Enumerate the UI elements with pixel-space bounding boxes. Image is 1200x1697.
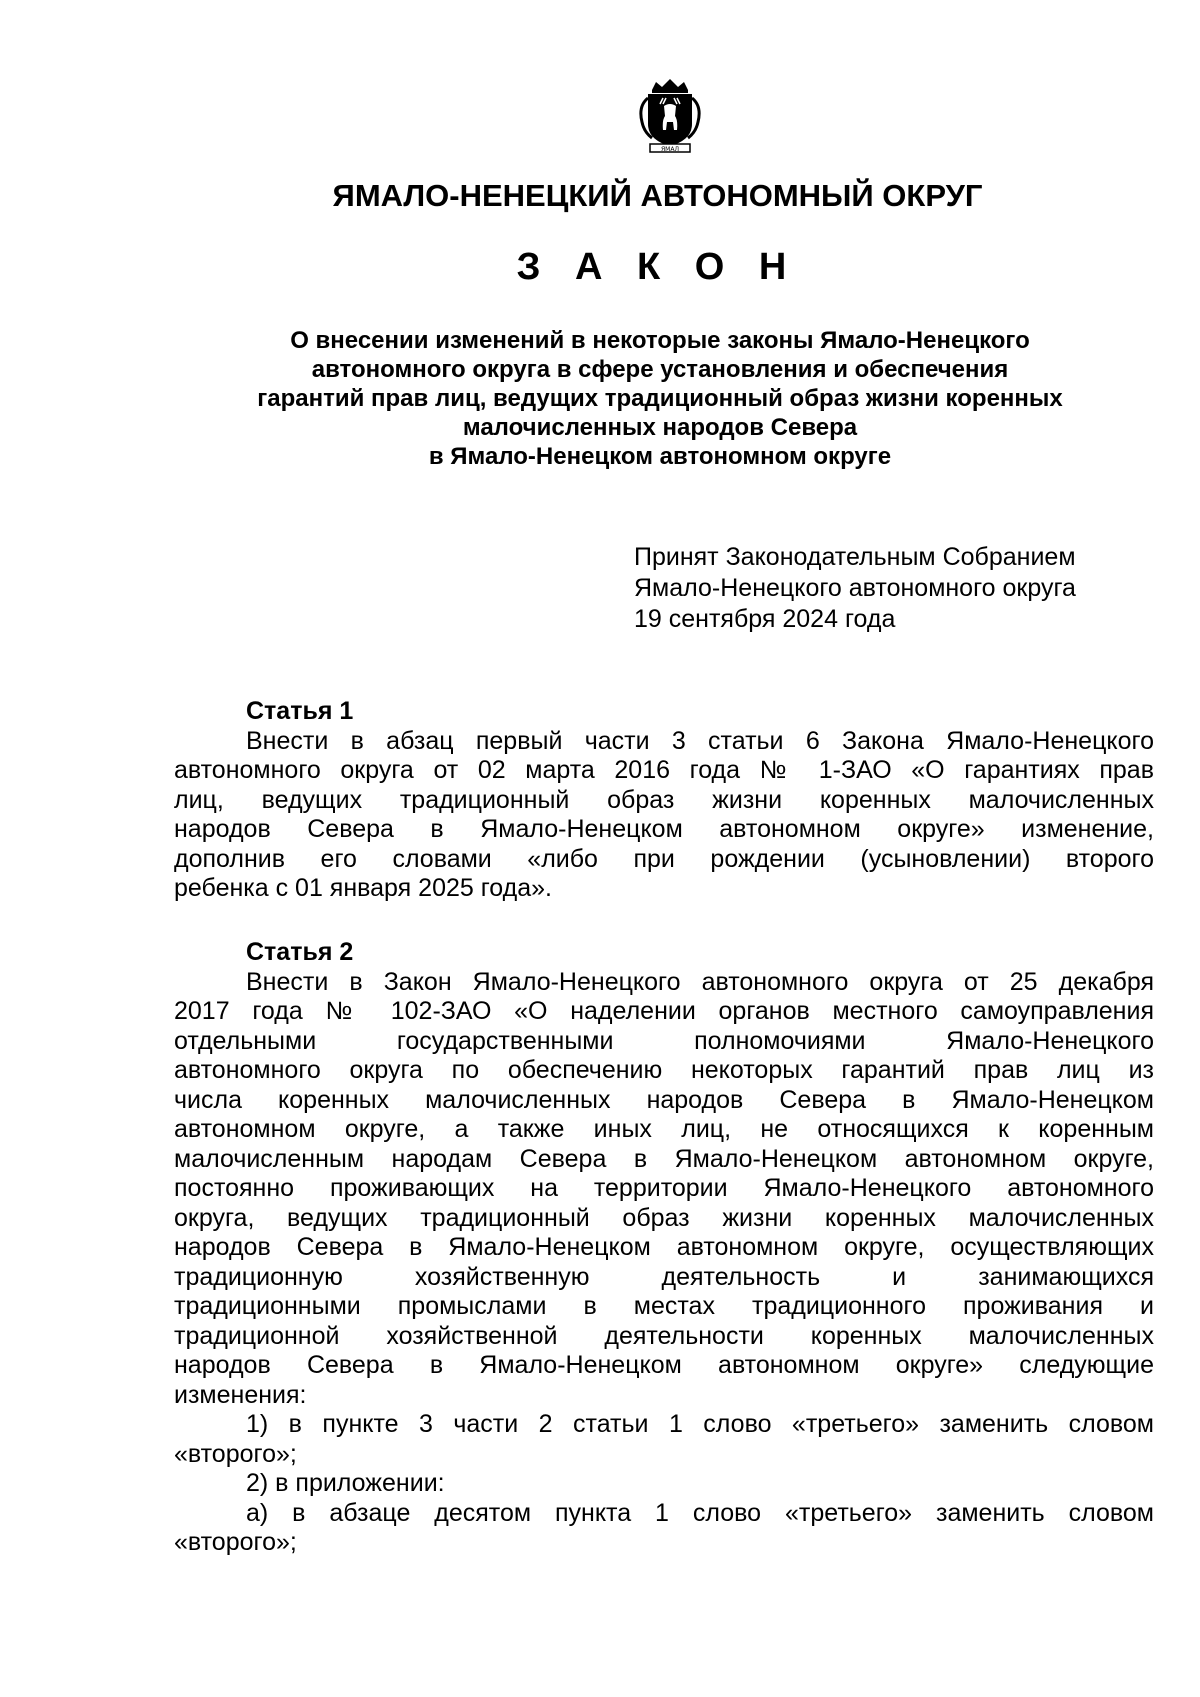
- amendment-item: 2) в приложении:: [246, 1469, 445, 1497]
- article-line: народов Севера в Ямало-Ненецком автономном округе» следующие: [174, 1351, 1154, 1379]
- article-line: автономного округа от 02 марта 2016 года № 1-ЗАО «О гарантиях прав: [174, 756, 1154, 784]
- coat-of-arms-icon: [630, 76, 710, 156]
- article-line: числа коренных малочисленных народов Севера в Ямало-Ненецком: [174, 1085, 1154, 1114]
- emblem-ribbon-text: ЯМАЛ: [661, 146, 679, 153]
- adoption-date: 19 сентября 2024 года: [634, 605, 896, 633]
- article-1: [174, 697, 1154, 904]
- article-line: автономного округа по обеспечению некоторых гарантий прав лиц из: [174, 1056, 1154, 1084]
- article-line: ребенка с 01 января 2025 года».: [174, 874, 552, 902]
- law-subject: [160, 326, 1160, 471]
- article-2: [174, 938, 1154, 1558]
- article-line: лиц, ведущих традиционный образ жизни коренных малочисленных: [174, 785, 1154, 814]
- amendment-item: 1) в пункте 3 части 2 статьи 1 слово «третьего» заменить словом: [246, 1410, 1154, 1438]
- adoption-line: Принят Законодательным Собранием: [634, 543, 1076, 571]
- subject-line: в Ямало-Ненецком автономном округе: [428, 443, 892, 470]
- article-line: «второго»;: [174, 1528, 297, 1556]
- article-line: дополнив его словами «либо при рождении (усыновлении) второго: [174, 844, 1154, 873]
- article-line: Внести в Закон Ямало-Ненецкого автономного округа от 25 декабря: [246, 967, 1154, 996]
- subject-line: автономного округа в сфере установления и обеспечения: [311, 356, 1009, 383]
- subject-line: О внесении изменений в некоторые законы Ямало-Ненецкого: [290, 327, 1030, 354]
- subject-line: малочисленных народов Севера: [462, 414, 858, 441]
- article-heading: Статья 2: [246, 938, 354, 966]
- article-line: 2017 года № 102-ЗАО «О наделении органов местного самоуправления: [174, 997, 1154, 1025]
- region-title: ЯМАЛО-НЕНЕЦКИЙ АВТОНОМНЫЙ ОКРУГ: [332, 178, 983, 213]
- article-line: традиционной хозяйственной деятельности коренных малочисленных: [174, 1321, 1154, 1350]
- article-line: традиционную хозяйственную деятельность и занимающихся: [174, 1262, 1154, 1291]
- document-type-title: З А К О Н: [516, 246, 799, 288]
- article-line: автономном округе, а также иных лиц, не относящихся к коренным: [174, 1115, 1154, 1143]
- article-line: народов Севера в Ямало-Ненецком автономном округе» изменение,: [174, 815, 1154, 843]
- adoption-line: Ямало-Ненецкого автономного округа: [634, 574, 1076, 602]
- article-line: народов Севера в Ямало-Ненецком автономном округе, осуществляющих: [174, 1233, 1154, 1261]
- article-line: Внести в абзац первый части 3 статьи 6 Закона Ямало-Ненецкого: [246, 726, 1154, 755]
- article-line: традиционными промыслами в местах традиционного проживания и: [174, 1292, 1154, 1320]
- article-heading: Статья 1: [246, 697, 354, 725]
- adoption-note: [634, 542, 1076, 635]
- article-line: малочисленным народам Севера в Ямало-Ненецком автономном округе,: [174, 1144, 1154, 1173]
- amendment-item: а) в абзаце десятом пункта 1 слово «третьего» заменить словом: [246, 1498, 1154, 1527]
- article-line: округа, ведущих традиционный образ жизни коренных малочисленных: [174, 1203, 1154, 1232]
- article-line: постоянно проживающих на территории Ямало-Ненецкого автономного: [174, 1174, 1154, 1202]
- article-line: «второго»;: [174, 1439, 297, 1468]
- article-line: изменения:: [174, 1380, 307, 1409]
- subject-line: гарантий прав лиц, ведущих традиционный образ жизни коренных: [257, 385, 1063, 412]
- article-line: отдельными государственными полномочиями Ямало-Ненецкого: [174, 1026, 1154, 1055]
